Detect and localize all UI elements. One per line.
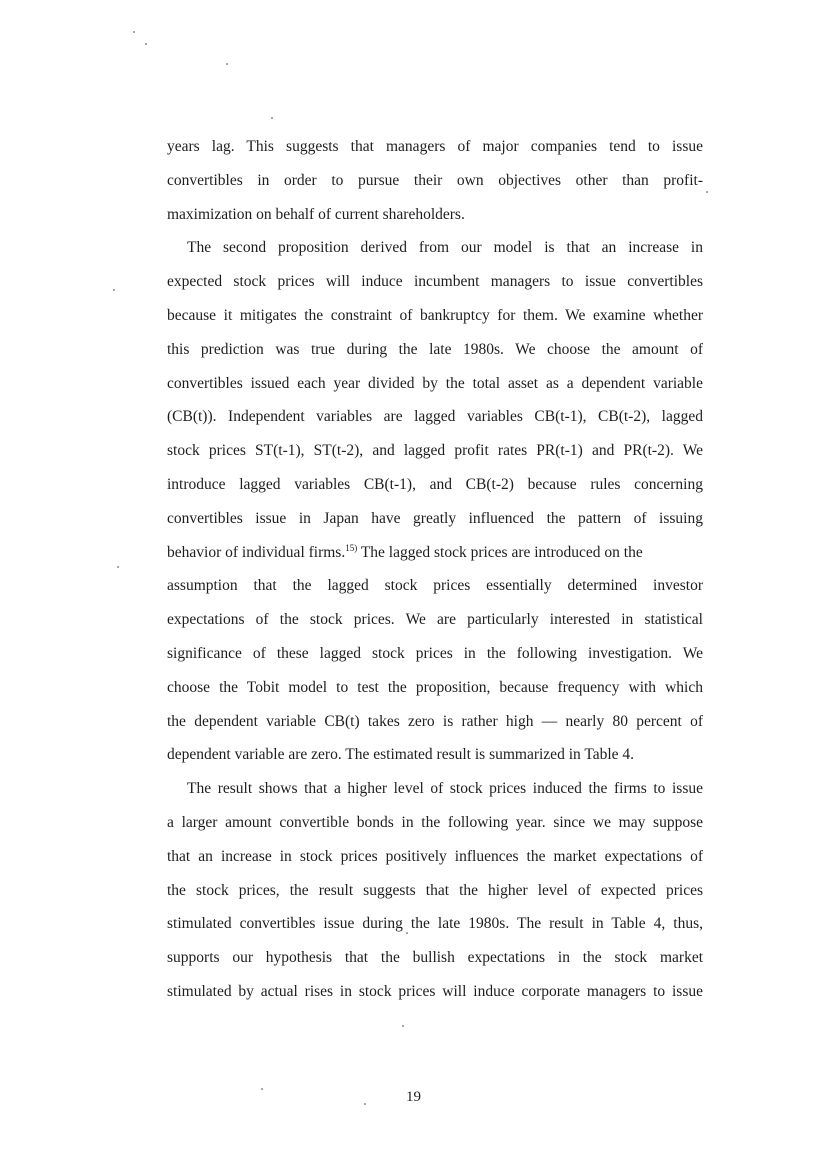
text-fragment: The lagged stock prices are introduced on the — [357, 543, 643, 561]
text-line: The second proposition derived from our model is that an increase in — [187, 239, 703, 257]
text-line: convertibles in order to pursue their own objectives other than profit- — [167, 171, 703, 189]
text-line: expectations of the stock prices. We are particularly interested in statistical — [167, 611, 703, 629]
text-line: convertibles issue in Japan have greatly influenced the pattern of issuing — [167, 509, 703, 527]
scan-speck — [706, 191, 708, 193]
text-line: dependent variable are zero. The estimated result is summarized in Table 4. — [167, 746, 635, 764]
text-line: (CB(t)). Independent variables are lagged variables CB(t-1), CB(t-2), lagged — [167, 408, 703, 426]
text-line: significance of these lagged stock prices in the following investigation. We — [167, 644, 703, 662]
page-number: 19 — [406, 1089, 421, 1105]
text-line: introduce lagged variables CB(t-1), and CB(t-2) because rules concerning — [167, 475, 703, 493]
text-line: maximization on behalf of current shareholders. — [167, 205, 465, 223]
text-fragment: behavior of individual firms. — [167, 543, 346, 561]
paragraph-3 — [167, 772, 703, 1009]
text-line: stimulated convertibles issue during the late 1980s. The result in Table 4, thus, — [167, 915, 703, 933]
text-line — [167, 536, 703, 570]
scan-speck — [133, 31, 135, 33]
text-line: supports our hypothesis that the bullish expectations in the stock market — [167, 949, 703, 967]
paragraph-2 — [167, 231, 703, 772]
text-line: this prediction was true during the late 1980s. We choose the amount of — [167, 340, 703, 358]
footnote-marker: 15) — [345, 542, 358, 553]
scan-speck — [271, 117, 273, 119]
text-line: expected stock prices will induce incumbent managers to issue convertibles — [167, 273, 703, 291]
text-line: convertibles issued each year divided by the total asset as a dependent variable — [167, 374, 703, 392]
text-line: stock prices ST(t-1), ST(t-2), and lagged profit rates PR(t-1) and PR(t-2). We — [167, 442, 703, 460]
scan-speck — [145, 43, 147, 45]
scan-speck — [402, 1025, 404, 1027]
text-line: assumption that the lagged stock prices essentially determined investor — [167, 577, 703, 595]
text-line: choose the Tobit model to test the proposition, because frequency with which — [167, 678, 703, 696]
body-text — [167, 130, 703, 1009]
text-line: stimulated by actual rises in stock prices will induce corporate managers to issue — [167, 982, 703, 1000]
text-line: because it mitigates the constraint of bankruptcy for them. We examine whether — [167, 306, 703, 324]
text-line: The result shows that a higher level of stock prices induced the firms to issue — [187, 780, 703, 798]
scan-speck — [226, 63, 228, 65]
text-line: a larger amount convertible bonds in the following year. since we may suppose — [167, 813, 703, 831]
scan-speck — [117, 566, 119, 568]
text-line: years lag. This suggests that managers of major companies tend to issue — [167, 138, 703, 155]
text-line: the stock prices, the result suggests that the higher level of expected prices — [167, 881, 703, 899]
text-line: the dependent variable CB(t) takes zero is rather high — nearly 80 percent of — [167, 712, 703, 730]
scan-speck — [113, 289, 115, 291]
text-line: that an increase in stock prices positively influences the market expectations of — [167, 847, 703, 865]
paragraph-1 — [167, 130, 703, 231]
